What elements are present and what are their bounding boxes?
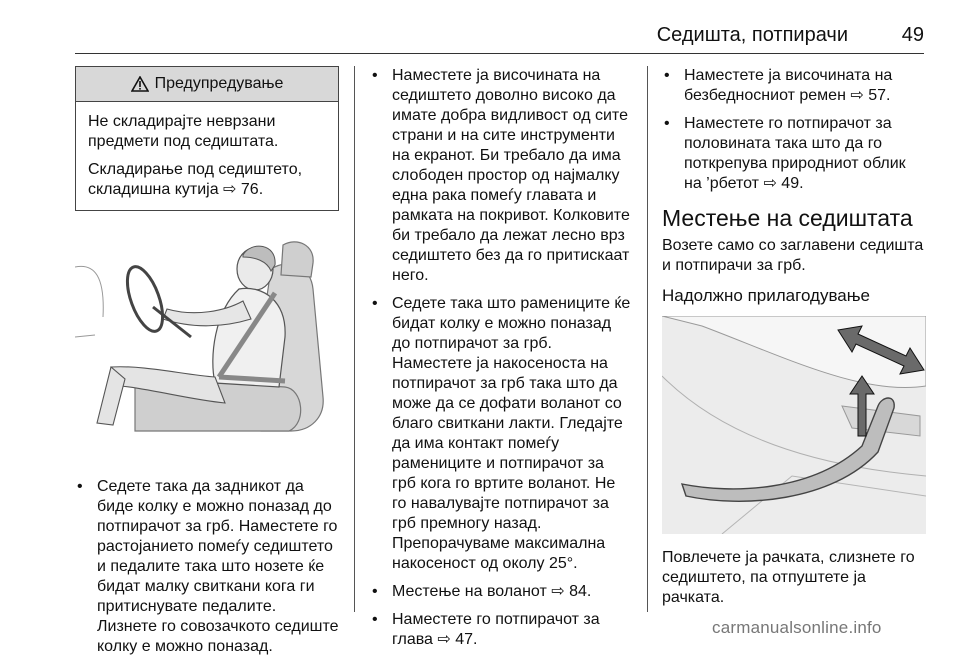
seating-instructions	[370, 66, 632, 650]
seat-lever-illustration	[662, 316, 926, 534]
list-item: • Наместете го потпирачот за половината така што да го поткрепува природниот облик на ’рбетот ⇨ 49.	[662, 114, 926, 194]
warning-paragraph: Не складирајте неврзани предмети под седиштата.	[88, 113, 279, 150]
column-divider	[647, 66, 648, 612]
seating-instructions	[75, 477, 339, 657]
warning-title: Предупредување	[154, 75, 284, 92]
illustration-caption: Повлечете ја рачката, слизнете го седиштето, па отпуштете ја рачката.	[662, 549, 915, 606]
watermark: carmanualsonline.info	[712, 618, 882, 637]
warning-box	[75, 66, 339, 211]
list-item: • Седете така што рамениците ќе бидат колку е можно поназад до потпирачот за грб. Наместете ја накосеноста на потпирачот за грб така што да може да се дофати воланот со благо свиткани лакти. Гледајте да има контакт помеѓу рамениците и потпирачот за грб кога го вртите воланот. Не го навалувајте потпирачот за грб премногу назад. Препорачуваме максимална накосеност од околу 25°.	[370, 294, 632, 574]
warning-paragraph: Складирање под седиштето, складишна кутија ⇨ 76.	[88, 161, 303, 198]
column-middle	[370, 66, 632, 658]
column-right	[662, 66, 926, 618]
header-rule	[75, 53, 924, 54]
column-divider	[354, 66, 355, 612]
column-left	[75, 66, 339, 665]
list-item: • Местење на воланот ⇨ 84.	[370, 582, 632, 602]
warning-body	[76, 102, 338, 210]
driver-seating-illustration	[75, 227, 339, 459]
subsection-heading: Надолжно прилагодување	[662, 286, 871, 305]
list-item: • Наместете го потпирачот за глава ⇨ 47.	[370, 610, 632, 650]
section-heading: Местење на седиштата	[662, 205, 913, 231]
warning-triangle-icon	[131, 76, 149, 92]
header-title: Седишта, потпирачи	[656, 24, 848, 46]
list-item: • Наместете ја височината на безбедносниот ремен ⇨ 57.	[662, 66, 926, 106]
list-item: • Наместете ја височината на седиштето доволно високо да имате добра видливост од сите страни и на сите инструменти на екранот. Би требало да има слободен простор од најмалку една рака помеѓу главата и рамката на покривот. Колковите би требало да лежат лесно врз седиштето без да го притискаат него.	[370, 66, 632, 286]
seating-instructions	[662, 66, 926, 194]
section-intro: Возете само со заглавени седишта и потпирачи за грб.	[662, 237, 924, 274]
warning-header	[76, 67, 338, 102]
list-item: • Седете така да задникот да биде колку е можно поназад до потпирачот за грб. Наместете го растојанието помеѓу седиштето и педалите така што нозете ќе бидат малку свиткани кога ги притиснувате педалите. Лизнете го совозачкото седиште колку е можно поназад.	[75, 477, 339, 657]
page-number: 49	[901, 24, 924, 46]
